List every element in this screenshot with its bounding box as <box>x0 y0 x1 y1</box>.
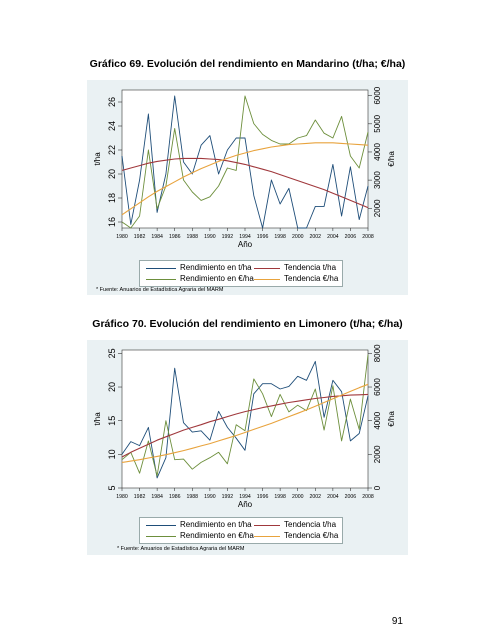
y-right-tick-label: 0 <box>373 485 382 491</box>
x-tick-label: 1990 <box>204 234 216 240</box>
y-right-tick-label: 4000 <box>373 411 382 430</box>
y-left-tick-label: 24 <box>107 120 117 132</box>
legend-label-trend-th: Tendencia t/ha <box>284 263 337 272</box>
x-tick-label: 2000 <box>291 494 304 500</box>
legend-label-yield-eh: Rendimiento en €/ha <box>180 274 254 283</box>
legend-swatch-yield-eh <box>146 536 176 537</box>
x-axis-title: Año <box>237 500 253 509</box>
x-tick-label: 1982 <box>133 234 146 240</box>
y-right-tick-label: 3000 <box>373 171 382 190</box>
y-right-axis-title: €/ha <box>387 411 396 427</box>
plot-area <box>122 90 368 228</box>
x-tick-label: 1984 <box>151 494 163 500</box>
legend-swatch-yield-th <box>146 525 176 526</box>
x-tick-label: 1990 <box>204 494 216 500</box>
x-tick-label: 1998 <box>274 494 286 500</box>
x-axis-title: Año <box>237 240 253 249</box>
y-left-tick-label: 18 <box>107 192 117 204</box>
x-tick-label: 1980 <box>116 234 128 240</box>
x-tick-label: 1982 <box>133 494 146 500</box>
x-tick-label: 1994 <box>239 494 251 500</box>
legend-label-trend-eh: Tendencia €/ha <box>284 531 339 540</box>
x-tick-label: 1998 <box>274 234 286 240</box>
chart-legend-mandarino <box>139 260 343 287</box>
y-right-tick-label: 4000 <box>373 143 382 161</box>
legend-label-trend-th: Tendencia t/ha <box>284 520 337 529</box>
y-left-tick-label: 25 <box>107 348 117 359</box>
y-right-tick-label: 6000 <box>373 378 382 396</box>
y-right-tick-label: 2000 <box>373 199 382 218</box>
y-left-tick-label: 20 <box>107 168 117 180</box>
y-left-axis-title: t/ha <box>93 412 102 426</box>
legend-swatch-yield-th <box>146 268 176 269</box>
chart-panel-limonero <box>87 340 408 555</box>
legend-swatch-trend-eh <box>254 536 280 537</box>
chart-footnote-mandarino: * Fuente: Anuarios de Estadística Agraria del MARM <box>96 287 224 293</box>
y-left-tick-label: 15 <box>107 415 117 426</box>
x-tick-label: 2004 <box>327 234 339 240</box>
y-left-tick-label: 16 <box>107 216 117 228</box>
legend-swatch-trend-eh <box>254 279 280 280</box>
chart-caption-mandarino: Gráfico 69. Evolución del rendimiento en Mandarino (t/ha; €/ha) <box>89 58 406 70</box>
x-tick-label: 1986 <box>168 494 181 500</box>
y-right-axis-title: €/ha <box>387 151 396 167</box>
y-right-tick-label: 6000 <box>373 86 382 105</box>
x-tick-label: 1984 <box>151 234 163 240</box>
chart-panel-mandarino <box>87 80 408 295</box>
page-number: 91 <box>391 616 403 627</box>
x-tick-label: 1988 <box>186 234 199 240</box>
x-tick-label: 2004 <box>327 494 339 500</box>
legend-swatch-trend-th <box>254 268 280 269</box>
x-tick-label: 2002 <box>309 494 322 500</box>
legend-label-trend-eh: Tendencia €/ha <box>284 274 339 283</box>
y-left-tick-label: 10 <box>107 449 117 460</box>
x-tick-label: 2006 <box>344 234 357 240</box>
legend-swatch-trend-th <box>254 525 280 526</box>
legend-label-yield-th: Rendimiento en t/ha <box>180 520 252 529</box>
x-tick-label: 1986 <box>168 234 181 240</box>
x-tick-label: 2008 <box>362 494 374 500</box>
x-tick-label: 1996 <box>256 234 269 240</box>
legend-label-yield-eh: Rendimiento en €/ha <box>180 531 254 540</box>
x-tick-label: 2000 <box>291 234 304 240</box>
x-tick-label: 2008 <box>362 234 374 240</box>
y-left-tick-label: 5 <box>107 485 117 491</box>
y-left-tick-label: 22 <box>107 144 117 156</box>
x-tick-label: 2002 <box>309 234 322 240</box>
legend-swatch-yield-eh <box>146 279 176 280</box>
x-tick-label: 2006 <box>344 494 357 500</box>
y-right-tick-label: 8000 <box>373 344 382 363</box>
x-tick-label: 1988 <box>186 494 199 500</box>
chart-footnote-limonero: * Fuente: Anuarios de Estadística Agraria del MARM <box>117 546 245 552</box>
y-right-tick-label: 2000 <box>373 445 382 464</box>
x-tick-label: 1996 <box>256 494 269 500</box>
x-tick-label: 1992 <box>221 494 234 500</box>
y-left-axis-title: t/ha <box>93 152 102 166</box>
y-left-tick-label: 20 <box>107 382 117 393</box>
chart-legend-limonero <box>139 517 343 544</box>
chart-caption-limonero: Gráfico 70. Evolución del rendimiento en Limonero (t/ha; €/ha) <box>92 318 403 330</box>
x-tick-label: 1994 <box>239 234 251 240</box>
y-right-tick-label: 5000 <box>373 114 382 133</box>
legend-label-yield-th: Rendimiento en t/ha <box>180 263 252 272</box>
x-tick-label: 1980 <box>116 494 128 500</box>
x-tick-label: 1992 <box>221 234 234 240</box>
y-left-tick-label: 26 <box>107 96 117 108</box>
